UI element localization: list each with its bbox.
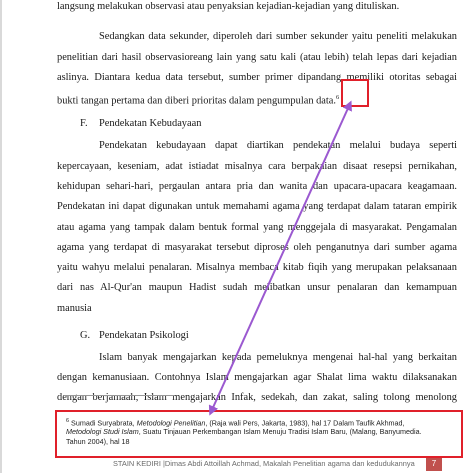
paragraph-line: kehidupan sehari-hari, pergaulan antara pria dan wanita dan upacara-upacara keagamaan. <box>57 181 457 192</box>
paragraph-line-text: bukti tangan pertama dan diberi prioritas dalam pengumpulan data. <box>57 95 337 107</box>
paragraph-line: agama yang terdapat di masyarakat tersebut diproses oleh penganutnya dari sumber agama <box>57 242 457 253</box>
paragraph-line: yaitu wahyu melalui penalaran. Misalnya membaca kitab fiqih yang merupakan pelaksanaan <box>57 262 457 273</box>
paragraph-line: kepercayaan, keseniam, adat istiadat misalnya cara berpakaian disaat resepsi pernikahan, <box>57 161 457 172</box>
paragraph-line: manusia <box>57 303 92 314</box>
section-letter: G. <box>80 330 91 341</box>
paragraph-line: atau agama yang tampak dalam bentuk formal yang menggejala di masyarakat. Pengamalan <box>57 222 457 233</box>
paragraph-line: Islam banyak mengajarkan kepada pemeluknya mengenai hal-hal yang berkaitan <box>99 352 457 363</box>
paragraph-line: Pendekatan kebudayaan dapat diartikan pendekatan melalui budaya seperti <box>99 140 457 151</box>
footnote-book-title: Metodologi Studi Islam <box>66 427 139 436</box>
paragraph-line: dari nas Al-Qur'an maupun Hadist sudah melibatkan unsur penalaran dan kemampuan <box>57 282 457 293</box>
footnote-reference[interactable]: 6 <box>336 94 340 101</box>
footnote-ref-highlight-box <box>342 80 368 106</box>
paragraph-line: dengan berjamaah, Islam mengajarkan Infak, sedekah, dan zakat, saling tolong menolong <box>57 392 457 403</box>
page-number-badge: 7 <box>426 457 442 471</box>
footnote-author: Sumadi Suryabrata, <box>69 418 137 428</box>
paragraph-line: aslinya. Diantara kedua data tersebut, sumber primer dipandang memiliki otoritas sebagai <box>57 72 457 83</box>
footnote-highlight-box <box>56 411 462 457</box>
footnote-title: Metodologi Penelitian <box>136 418 206 428</box>
paragraph-line: penelitian dari hasil observasioreang lain yang satu kali (atau lebih) telah lepas dari kejadian <box>57 52 457 63</box>
section-heading: Pendekatan Psikologi <box>99 330 189 341</box>
paragraph-line: Sedangkan data sekunder, diperoleh dari sumber sekunder yaitu peneliti melakukan <box>99 31 457 42</box>
paragraph-line: dengan kemanusiaan. Contohnya Islam mengajarkan agar Shalat lima waktu dilaksanakan <box>57 372 457 383</box>
link-arrow <box>211 106 349 412</box>
paragraph-line: langsung melakukan observasi atau penyaksian kejadian-kejadian yang dituliskan. <box>57 1 400 12</box>
footnote-book-detail: , Suatu Tinjauan Perkembangan Islam Menuju Tradisi Islam Baru, (Malang, Banyumedia. <box>138 427 422 436</box>
footer-text: STAIN KEDIRI |Dimas Abdi Attoillah Achmad, Makalah Penelitian agama dan kedudukannya <box>113 459 415 468</box>
paragraph-line: Pendekatan ini dapat digunakan untuk memahami agama yang terdapat dalam tataran empirik <box>57 201 457 212</box>
section-heading: Pendekatan Kebudayaan <box>99 118 202 129</box>
section-letter: F. <box>80 118 88 129</box>
footnote-mark: 6 <box>66 418 70 424</box>
footnote-publisher: , (Raja wali Pers, Jakarta, 1983), hal 17 Dalam Taufik Akhmad, <box>205 418 405 428</box>
footnote-line: Tahun 2004), hal 18 <box>66 437 130 446</box>
